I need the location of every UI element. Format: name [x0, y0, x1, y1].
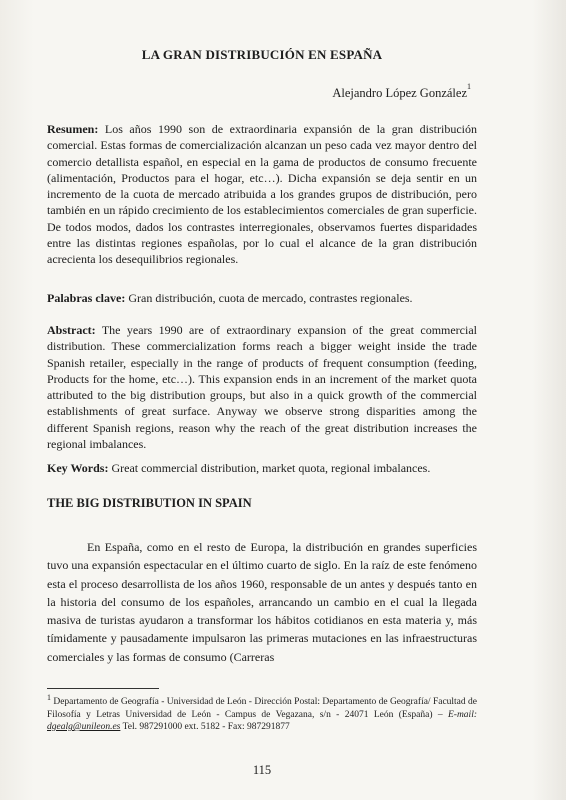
- author-name: Alejandro López González: [332, 86, 467, 101]
- author-line: [332, 82, 471, 101]
- resumen-paragraph: [47, 121, 477, 268]
- footnote-mark: 1: [47, 693, 51, 702]
- resumen-label: Resumen:: [47, 122, 99, 136]
- key-words-label: Key Words:: [47, 461, 109, 475]
- article-title: LA GRAN DISTRIBUCIÓN EN ESPAÑA: [141, 47, 383, 62]
- footnote-divider: [47, 688, 159, 689]
- email-address[interactable]: dgealg@unileon.es: [47, 721, 121, 732]
- footnote-email-link[interactable]: [47, 722, 120, 732]
- key-words-text: Great commercial distribution, market quota, regional imbalances.: [108, 461, 431, 475]
- body-paragraph: En España, como en el resto de Europa, la distribución en grandes superficies tuvo una expansión espectacular en el último cuarto de siglo. En la raíz de este fenómeno esta el proceso desarrollista de los años 1960, responsable de un antes y después tanto en la historia del consumo de los españoles, arrancando un cambio en el cual la llegada masiva de turistas ayudaron a transformar los hábitos cotidianos en esta materia y, más tímidamente y pausadamente impulsaron las primeras mutaciones en las infraestructuras comerciales y las formas de consumo (Carreras: [47, 540, 477, 664]
- key-words-paragraph: [47, 460, 477, 476]
- author-footnote-mark[interactable]: 1: [467, 82, 471, 91]
- page-number: 115: [252, 763, 272, 777]
- footnote-email-label: – E-mail:: [437, 709, 477, 720]
- abstract-text: The years 1990 are of extraordinary expansion of the great commercial distribution. These commercialization forms reach a bigger weight inside the trade Spanish retailer, especially in the range of products of frequent consumption (feeding, Products for the home, etc…). This expansion ends in an increment of the market quota attributed to the big distribution groups, but also in a quick growth of the commercial establishments of great surface. Anyway we observe strong disparities among the different Spanish regions, reason why the reach of the great distribution increases the regional imbalances.: [47, 323, 477, 452]
- footnote-text: Departamento de Geografía - Universidad de León - Dirección Postal: Departamento de Geografía/ Facultad de Filosofía y Letras Universidad de León - Campus de Vegazana, s/n - 24071 León (España): [47, 697, 477, 720]
- footnote-contact: Tel. 987291000 ext. 5182 - Fax: 987291877: [120, 721, 290, 732]
- palabras-clave-paragraph: [47, 290, 477, 306]
- section-heading: THE BIG DISTRIBUTION IN SPAIN: [47, 496, 252, 510]
- footnote: [47, 692, 477, 733]
- resumen-text: Los años 1990 son de extraordinaria expansión de la gran distribución comercial. Estas formas de comercialización alcanzan un peso cada vez mayor dentro del comercio detallista español, en especial en la gama de productos de consumo frecuente (alimentación, Productos para el hogar, etc…). Dicha expansión se deja sentir en un incremento de la cuota de mercado atribuida a los grandes grupos de distribución, pero también en un rápido crecimiento de los establecimientos comerciales de gran superficie. De todos modos, dados los contrastes interregionales, observamos fuertes disparidades entre las distintas regiones españolas, por lo cual el alcance de la gran distribución acrecienta los desequilibrios regionales.: [47, 122, 477, 267]
- palabras-clave-label: Palabras clave:: [47, 291, 126, 305]
- palabras-clave-text: Gran distribución, cuota de mercado, contrastes regionales.: [125, 291, 413, 305]
- abstract-label: Abstract:: [47, 323, 96, 337]
- abstract-paragraph: [47, 322, 477, 452]
